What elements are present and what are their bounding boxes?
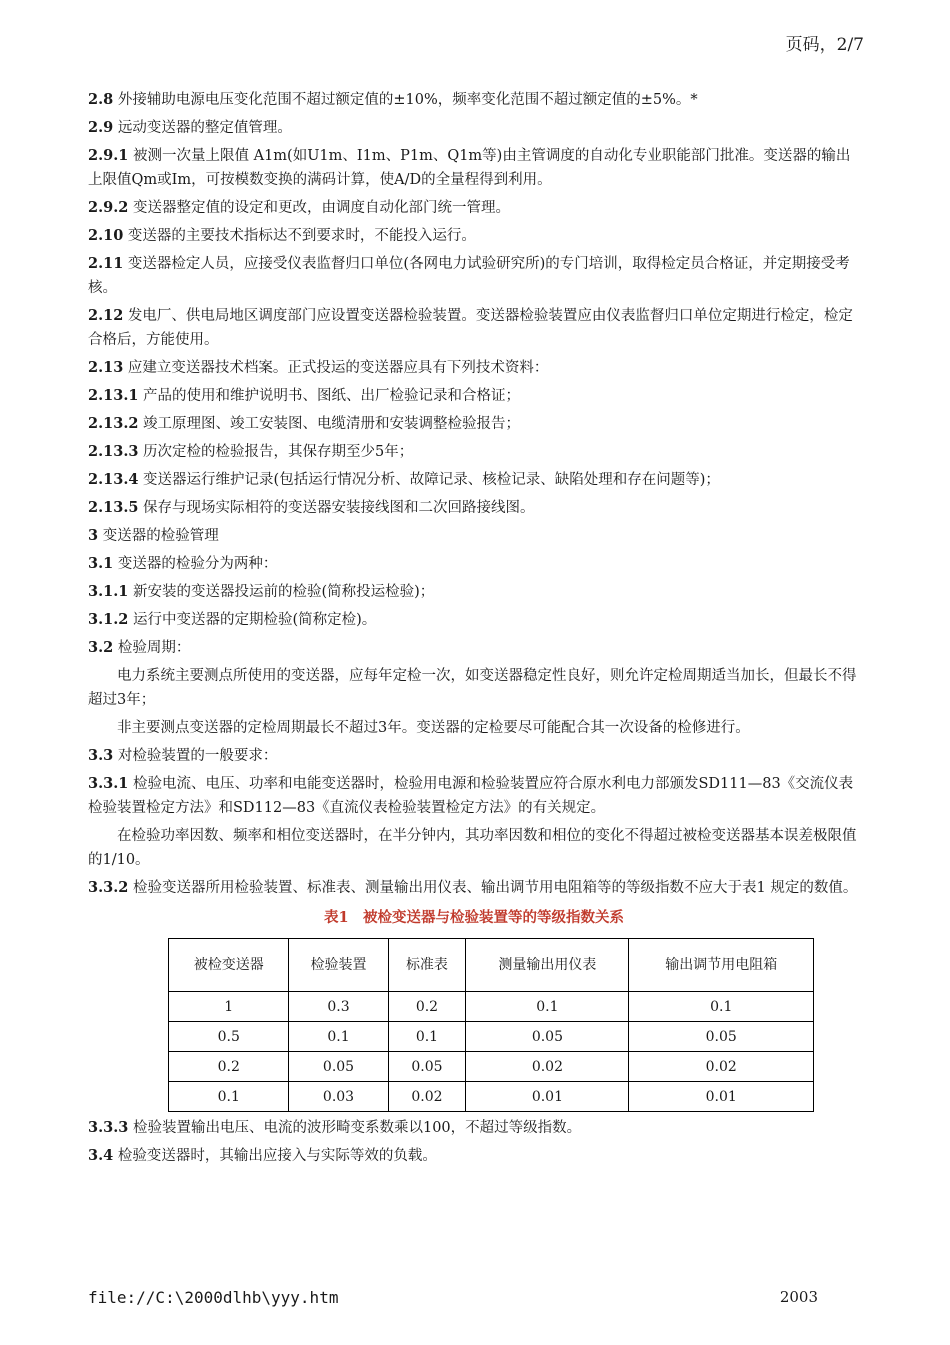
paragraph	[88, 636, 860, 660]
paragraph	[88, 772, 860, 820]
paragraph	[88, 252, 860, 300]
clause-number: 2.13.1	[88, 387, 139, 404]
table-cell: 0.05	[388, 1052, 466, 1082]
clause-text: 检验周期：	[113, 640, 191, 656]
paragraph	[88, 196, 860, 220]
clause-number: 3.3.2	[88, 879, 129, 896]
table-row	[169, 1082, 814, 1112]
table-cell: 0.1	[388, 1022, 466, 1052]
paragraph	[88, 304, 860, 352]
clause-text: 变送器运行维护记录(包括运行情况分析、故障记录、核检记录、缺陷处理和存在问题等)；	[138, 472, 720, 488]
paragraph	[88, 608, 860, 632]
paragraph	[88, 440, 860, 464]
table-cell: 0.02	[388, 1082, 466, 1112]
table-header-cell: 输出调节用电阻箱	[629, 939, 814, 992]
clause-number: 3.3	[88, 747, 114, 764]
clause-number: 3.1	[88, 555, 114, 572]
table-body	[169, 992, 814, 1112]
clause-text: 运行中变送器的定期检验(简称定检)。	[128, 612, 377, 628]
paragraph	[88, 384, 860, 408]
clause-text: 竣工原理图、竣工安装图、电缆清册和安装调整检验报告；	[138, 416, 521, 432]
table-cell: 0.1	[169, 1082, 289, 1112]
clause-number: 3.3.1	[88, 775, 129, 792]
clause-number: 2.13.4	[88, 471, 139, 488]
clause-number: 2.9	[88, 119, 114, 136]
clause-text: 产品的使用和维护说明书、图纸、出厂检验记录和合格证；	[138, 388, 521, 404]
clause-number: 3.1.1	[88, 583, 129, 600]
paragraph	[88, 524, 860, 548]
paragraph	[88, 744, 860, 768]
paragraph	[88, 580, 860, 604]
paragraph	[88, 716, 860, 740]
clause-text: 检验装置输出电压、电流的波形畸变系数乘以100，不超过等级指数。	[128, 1120, 582, 1136]
table-caption: 表1 被检变送器与检验装置等的等级指数关系	[323, 909, 625, 926]
table-cell: 0.3	[289, 992, 388, 1022]
clause-number: 3.4	[88, 1147, 114, 1164]
table-cell: 1	[169, 992, 289, 1022]
clause-number: 3.2	[88, 639, 114, 656]
table-row	[169, 1052, 814, 1082]
paragraph	[88, 412, 860, 436]
page-number: 页码，2/7	[785, 35, 864, 55]
clause-number: 2.11	[88, 255, 124, 272]
paragraph	[88, 224, 860, 248]
paragraph	[88, 144, 860, 192]
clause-text: 外接辅助电源电压变化范围不超过额定值的±10%，频率变化范围不超过额定值的±5%。*	[113, 92, 698, 108]
clause-text: 应建立变送器技术档案。正式投运的变送器应具有下列技术资料：	[123, 360, 549, 376]
clause-number: 2.13.5	[88, 499, 139, 516]
clause-text: 检验变送器时，其输出应接入与实际等效的负载。	[113, 1148, 437, 1164]
clause-number: 3.3.3	[88, 1119, 129, 1136]
table-cell: 0.02	[466, 1052, 629, 1082]
paragraph	[88, 356, 860, 380]
paragraph	[88, 664, 860, 712]
paragraph	[88, 1144, 860, 1168]
paragraph	[88, 116, 860, 140]
clause-number: 3.1.2	[88, 611, 129, 628]
table-cell: 0.1	[466, 992, 629, 1022]
clause-number: 2.13.2	[88, 415, 139, 432]
table-header-cell: 测量输出用仪表	[466, 939, 629, 992]
table-cell: 0.1	[629, 992, 814, 1022]
footer-date: 2003	[779, 1288, 818, 1306]
paragraph	[88, 1116, 860, 1140]
table-cell: 0.05	[289, 1052, 388, 1082]
table-cell: 0.2	[388, 992, 466, 1022]
clause-text: 检验电流、电压、功率和电能变送器时，检验用电源和检验装置应符合原水利电力部颁发SD111—83《交流仪表检验装置检定方法》和SD112—83《直流仪表检验装置检定方法》的有关规定。	[88, 776, 854, 816]
clause-text: 发电厂、供电局地区调度部门应设置变送器检验装置。变送器检验装置应由仪表监督归口单位定期进行检定，检定合格后，方能使用。	[88, 308, 853, 348]
table-cell: 0.02	[629, 1052, 814, 1082]
grade-index-table	[168, 938, 814, 1112]
clause-text: 非主要测点变送器的定检周期最长不超过3年。变送器的定检要尽可能配合其一次设备的检修进行。	[117, 720, 750, 736]
document-body	[88, 88, 860, 1172]
paragraph	[88, 88, 860, 112]
clause-text: 变送器的主要技术指标达不到要求时，不能投入运行。	[123, 228, 476, 244]
clause-text: 在检验功率因数、频率和相位变送器时，在半分钟内，其功率因数和相位的变化不得超过被检变送器基本误差极限值的1/10。	[88, 828, 857, 868]
table-cell: 0.03	[289, 1082, 388, 1112]
after-table-paragraphs	[88, 1116, 860, 1168]
clause-number: 2.13	[88, 359, 124, 376]
paragraph	[88, 468, 860, 492]
table-header-cell: 标准表	[388, 939, 466, 992]
clause-number: 3	[88, 527, 99, 544]
clause-text: 保存与现场实际相符的变送器安装接线图和二次回路接线图。	[138, 500, 535, 516]
paragraph	[88, 876, 860, 900]
table-cell: 0.01	[466, 1082, 629, 1112]
table-cell: 0.05	[629, 1022, 814, 1052]
paragraph	[88, 824, 860, 872]
table-cell: 0.2	[169, 1052, 289, 1082]
clause-number: 2.13.3	[88, 443, 139, 460]
clause-text: 远动变送器的整定值管理。	[113, 120, 292, 136]
paragraph	[88, 496, 860, 520]
table-cell: 0.1	[289, 1022, 388, 1052]
clause-text: 电力系统主要测点所使用的变送器，应每年定检一次，如变送器稳定性良好，则允许定检周期适当加长，但最长不得超过3年；	[88, 668, 857, 708]
clause-text: 新安装的变送器投运前的检验(简称投运检验)；	[128, 584, 435, 600]
clause-text: 历次定检的检验报告，其保存期至少5年；	[138, 444, 414, 460]
clause-text: 检验变送器所用检验装置、标准表、测量输出用仪表、输出调节用电阻箱等的等级指数不应大于表1 规定的数值。	[128, 880, 858, 896]
clause-text: 变送器整定值的设定和更改，由调度自动化部门统一管理。	[128, 200, 510, 216]
table-header-row	[169, 939, 814, 992]
clause-number: 2.12	[88, 307, 124, 324]
clause-number: 2.9.1	[88, 147, 129, 164]
clause-number: 2.8	[88, 91, 114, 108]
clause-number: 2.9.2	[88, 199, 129, 216]
table-cell: 0.5	[169, 1022, 289, 1052]
clause-text: 变送器的检验管理	[98, 528, 219, 544]
clause-text: 变送器的检验分为两种：	[113, 556, 278, 572]
paragraph	[88, 552, 860, 576]
clause-text: 被测一次量上限值 A1m(如U1m、I1m、P1m、Q1m等)由主管调度的自动化专业职能部门批准。变送器的输出上限值Qm或Im，可按模数变换的满码计算，使A/D的全量程得到利用。	[88, 148, 851, 188]
clause-number: 2.10	[88, 227, 124, 244]
footer-file-path: file://C:\2000dlhb\yyy.htm	[88, 1288, 339, 1307]
clause-text: 变送器检定人员，应接受仪表监督归口单位(各网电力试验研究所)的专门培训，取得检定员合格证，并定期接受考核。	[88, 256, 850, 296]
clause-text: 对检验装置的一般要求：	[113, 748, 278, 764]
paragraph-list	[88, 88, 860, 900]
table-row	[169, 992, 814, 1022]
table-header-cell: 被检变送器	[169, 939, 289, 992]
table-cell: 0.05	[466, 1022, 629, 1052]
table-header-cell: 检验装置	[289, 939, 388, 992]
table-row	[169, 1022, 814, 1052]
table-cell: 0.01	[629, 1082, 814, 1112]
